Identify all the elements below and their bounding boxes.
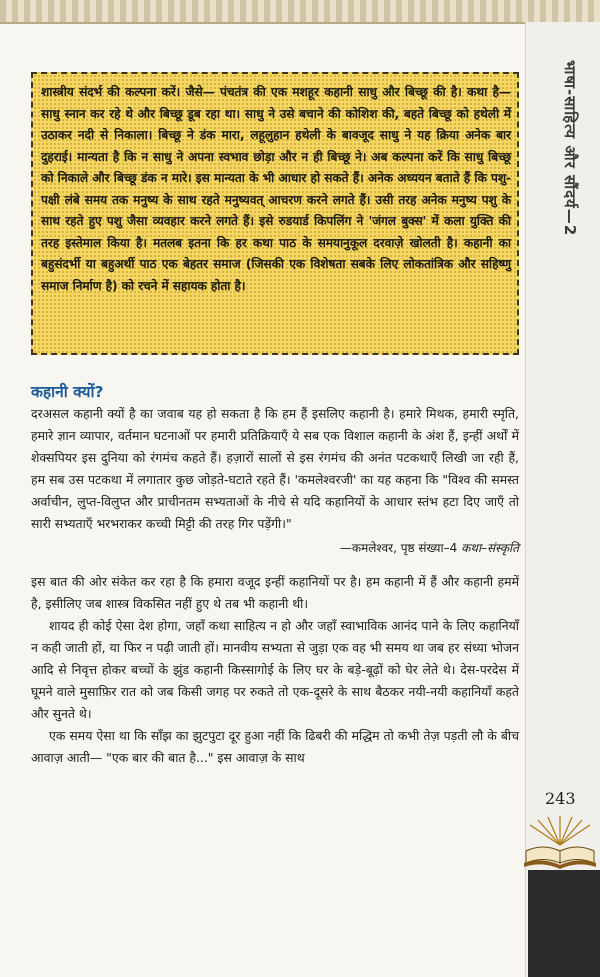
paragraph-4: एक समय ऐसा था कि साँझ का झुटपुटा दूर हुआ नहीं कि ढिबरी की मद्धिम तो कभी तेज़ पड़ती लौ के बीच आवाज़ आती— "एक बार की बात है..." इस आवाज़ के साथ xyxy=(31,728,519,765)
paragraph-1: दरअसल कहानी क्यों है का जवाब यह हो सकता है कि हम हैं इसलिए कहानी है। हमारे मिथक, हमारी स्मृति, हमारे ज्ञान व्यापार, वर्तमान घटनाओं पर हमारी प्रतिक्रियाएँ ये सब एक विशाल कहानी के अंश हैं, इन्हीं अर्थों में शेक्सपियर इस दुनिया को रंगमंच कहते हैं। हज़ारों सालों से इस रंगमंच की अनंत पटकथाएँ लिखी जा रही हैं, हम सब उस पटकथा में लगातार कुछ जोड़ते-घटाते रहते हैं। 'कमलेश्वरजी' का यह कहना कि "विश्व की समस्त अर्वाचीन, लुप्त-विलुप्त और प्राचीनतम सभ्यताओं के नीचे से यदि कहानियों के आधार स्तंभ हटा दिए जाएँ तो सारी सभ्यताएँ भरभराकर कच्ची मिट्टी की तरह गिर पड़ेंगी।" xyxy=(31,406,519,531)
open-book-icon xyxy=(520,815,600,870)
page-number: 243 xyxy=(545,789,576,808)
citation-title: कथा–संस्कृति xyxy=(461,541,519,555)
citation-source: —कमलेश्वर, पृष्ठ संख्या–4 xyxy=(339,541,458,555)
highlight-box xyxy=(31,72,519,355)
top-decorative-border xyxy=(0,0,600,24)
section-heading: कहानी क्यों? xyxy=(31,383,104,401)
paragraph-3: शायद ही कोई ऐसा देश होगा, जहाँ कथा साहित्य न हो और जहाँ स्वाभाविक आनंद पाने के लिए कहानियाँ न कही जाती हों, या फिर न पढ़ी जाती हों। मानवीय सभ्यता से जुड़ा एक वह भी समय था जब हर संध्या भोजन आदि से निवृत्त होकर बच्चों के झुंड कहानी किस्सागोई के लिए घर के बड़े-बूढ़ों को घेर लेते थे। देस-परदेस में घूमने वाले मुसाफ़िर रात को जब किसी जगह पर रुकते तो एक-दूसरे के साथ बैठकर नयी-नयी कहानियाँ कहते और सुनते थे। xyxy=(31,618,519,721)
paragraph-2: इस बात की ओर संकेत कर रहा है कि हमारा वजूद इन्हीं कहानियों पर है। हम कहानी में हैं और कहानी हममें है, इसीलिए जब शास्त्र विकसित नहीं हुए थे तब भी कहानी थी। xyxy=(31,574,519,611)
body-text xyxy=(31,403,519,769)
highlight-box-text: शास्त्रीय संदर्भ की कल्पना करें। जैसे— पंचतंत्र की एक मशहूर कहानी साधु और बिच्छू की है। कथा है— साधु स्नान कर रहे थे और बिच्छू डूब रहा था। साधु ने उसे बचाने की कोशिश की, बहते बिच्छू को हथेली में उठाकर नदी से निकाला। बिच्छू ने डंक मारा, लहूलुहान हथेली के बावजूद साधु ने यह क्रिया अनेक बार दुहराई। मान्यता है कि न साधु ने अपना स्वभाव छोड़ा और न ही बिच्छू ने। अब कल्पना करें कि साधु बिच्छू को निकाले और बिच्छू डंक न मारे। इस मान्यता के भी आधार हो सकते हैं। अनेक अध्ययन बताते हैं कि पशु-पक्षी लंबे समय तक मनुष्य के साथ रहते मनुष्यवत् आचरण करने लगते हैं। उसी तरह अनेक मनुष्य पशु के साथ रहते हुए पशु जैसा व्यवहार करने लगते हैं। इसे रुडयार्ड किपलिंग ने 'जंगल बुक्स' में कला युक्ति की तरह इस्तेमाल किया है। मतलब इतना कि हर कथा पाठ के समयानुकूल दरवाज़े खोलती है। कहानी का बहुसंदर्भी या बहुअर्थी पाठ एक बेहतर समाज (जिसकी एक विशेषता सबके लिए लोकतांत्रिक और सहिष्णु समाज निर्माण है) को रचने में सहायक होता है। xyxy=(41,85,511,293)
side-running-header: भाषा-साहित्य और सौंदर्य—2 xyxy=(561,60,579,237)
page-edge-shadow xyxy=(528,870,600,977)
citation xyxy=(31,537,519,559)
